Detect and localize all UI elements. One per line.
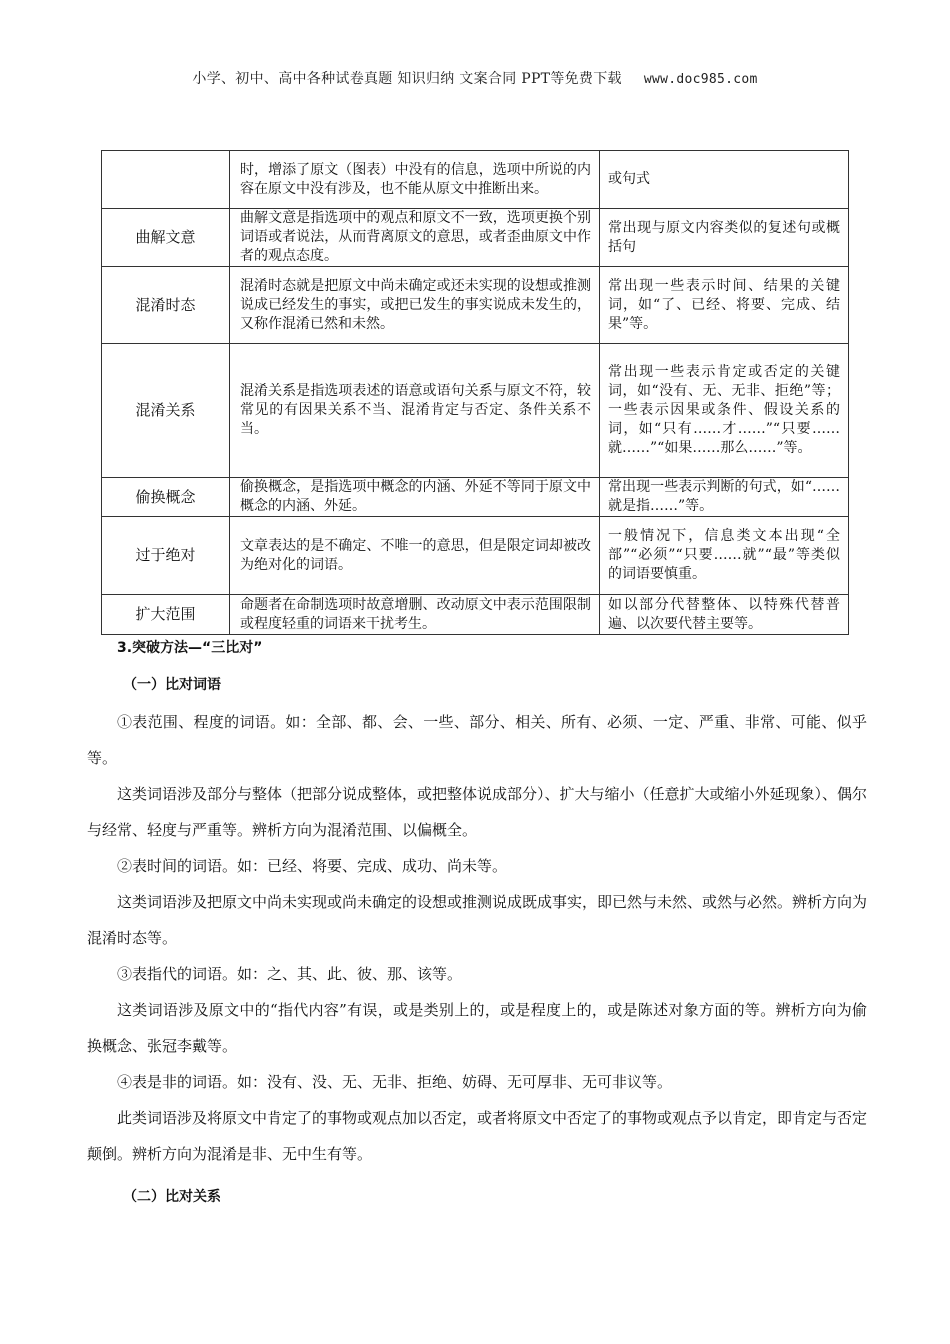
desc-cell: 曲解文意是指选项中的观点和原文不一致，选项更换个别词语或者说法，从而背离原文的意思，或者歪曲原文中作者的观点态度。 — [230, 209, 600, 267]
section-heading: 3.突破方法—“三比对” — [117, 640, 263, 656]
paragraph: ①表范围、程度的词语。如：全部、都、会、一些、部分、相关、所有、必须、一定、严重、非常、可能、似乎等。 — [87, 713, 867, 767]
type-cell: 曲解文意 — [102, 209, 230, 267]
paragraph: 这类词语涉及把原文中尚未实现或尚未确定的设想或推测说成既成事实，即已然与未然、或然与必然。辨析方向为混淆时态等。 — [87, 893, 868, 947]
desc-cell: 混淆关系是指选项表述的语意或语句关系与原文不符，较常见的有因果关系不当、混淆肯定与否定、条件关系不当。 — [230, 344, 600, 478]
paragraph: ③表指代的词语。如：之、其、此、彼、那、该等。 — [117, 965, 463, 983]
paragraph: 这类词语涉及原文中的“指代内容”有误，或是类别上的，或是程度上的，或是陈述对象方面的等。辨析方向为偷换概念、张冠李戴等。 — [87, 1001, 867, 1055]
feature-cell: 常出现一些表示时间、结果的关键词，如“了、已经、将要、完成、结果”等。 — [600, 267, 849, 344]
table-row — [102, 478, 849, 517]
feature-cell: 常出现一些表示肯定或否定的关键词，如“没有、无、无非、拒绝”等；一些表示因果或条件、假设关系的词，如“只有……才……”“只要……就……”“如果……那么……”等。 — [600, 344, 849, 478]
page-header — [0, 68, 950, 88]
feature-cell: 一般情况下，信息类文本出现“全部”“必须”“只要……就”“最”等类似的词语要慎重。 — [600, 517, 849, 595]
body-content — [87, 636, 867, 1216]
table-row — [102, 517, 849, 595]
desc-cell: 文章表达的是不确定、不唯一的意思，但是限定词却被改为绝对化的词语。 — [230, 517, 600, 595]
paragraph: 这类词语涉及部分与整体（把部分说成整体，或把整体说成部分）、扩大与缩小（任意扩大或缩小外延现象）、偶尔与经常、轻度与严重等。辨析方向为混淆范围、以偏概全。 — [87, 785, 868, 839]
desc-cell: 混淆时态就是把原文中尚未确定或还未实现的设想或推测说成已经发生的事实，或把已发生的事实说成未发生的，又称作混淆已然和未然。 — [230, 267, 600, 344]
table-row — [102, 151, 849, 209]
desc-cell: 时，增添了原文（图表）中没有的信息，选项中所说的内容在原文中没有涉及，也不能从原文中推断出来。 — [230, 151, 600, 209]
type-cell: 偷换概念 — [102, 478, 230, 517]
type-cell: 过于绝对 — [102, 517, 230, 595]
type-cell — [102, 151, 230, 209]
header-text: 小学、初中、高中各种试卷真题 知识归纳 文案合同 PPT等免费下载 — [192, 71, 622, 87]
type-cell: 混淆时态 — [102, 267, 230, 344]
desc-cell: 偷换概念，是指选项中概念的内涵、外延不等同于原文中概念的内涵、外延。 — [230, 478, 600, 517]
subsection-heading: （二）比对关系 — [123, 1189, 221, 1205]
paragraph: ②表时间的词语。如：已经、将要、完成、成功、尚未等。 — [117, 857, 508, 875]
table-row — [102, 595, 849, 635]
desc-cell: 命题者在命制选项时故意增删、改动原文中表示范围限制或程度轻重的词语来干扰考生。 — [230, 595, 600, 635]
feature-cell: 常出现与原文内容类似的复述句或概括句 — [600, 209, 849, 267]
table-row — [102, 267, 849, 344]
feature-cell: 或句式 — [600, 151, 849, 209]
feature-cell: 常出现一些表示判断的句式，如“……就是指……”等。 — [600, 478, 849, 517]
table-row — [102, 209, 849, 267]
type-cell: 混淆关系 — [102, 344, 230, 478]
table-row — [102, 344, 849, 478]
type-cell: 扩大范围 — [102, 595, 230, 635]
header-url[interactable]: www.doc985.com — [643, 72, 758, 87]
paragraph: 此类词语涉及将原文中肯定了的事物或观点加以否定，或者将原文中否定了的事物或观点予以肯定，即肯定与否定颠倒。辨析方向为混淆是非、无中生有等。 — [87, 1109, 868, 1163]
feature-cell: 如以部分代替整体、以特殊代替普遍、以次要代替主要等。 — [600, 595, 849, 635]
error-type-table — [101, 150, 849, 635]
paragraph: ④表是非的词语。如：没有、没、无、无非、拒绝、妨碍、无可厚非、无可非议等。 — [117, 1073, 673, 1091]
subsection-heading: （一）比对词语 — [123, 677, 221, 693]
